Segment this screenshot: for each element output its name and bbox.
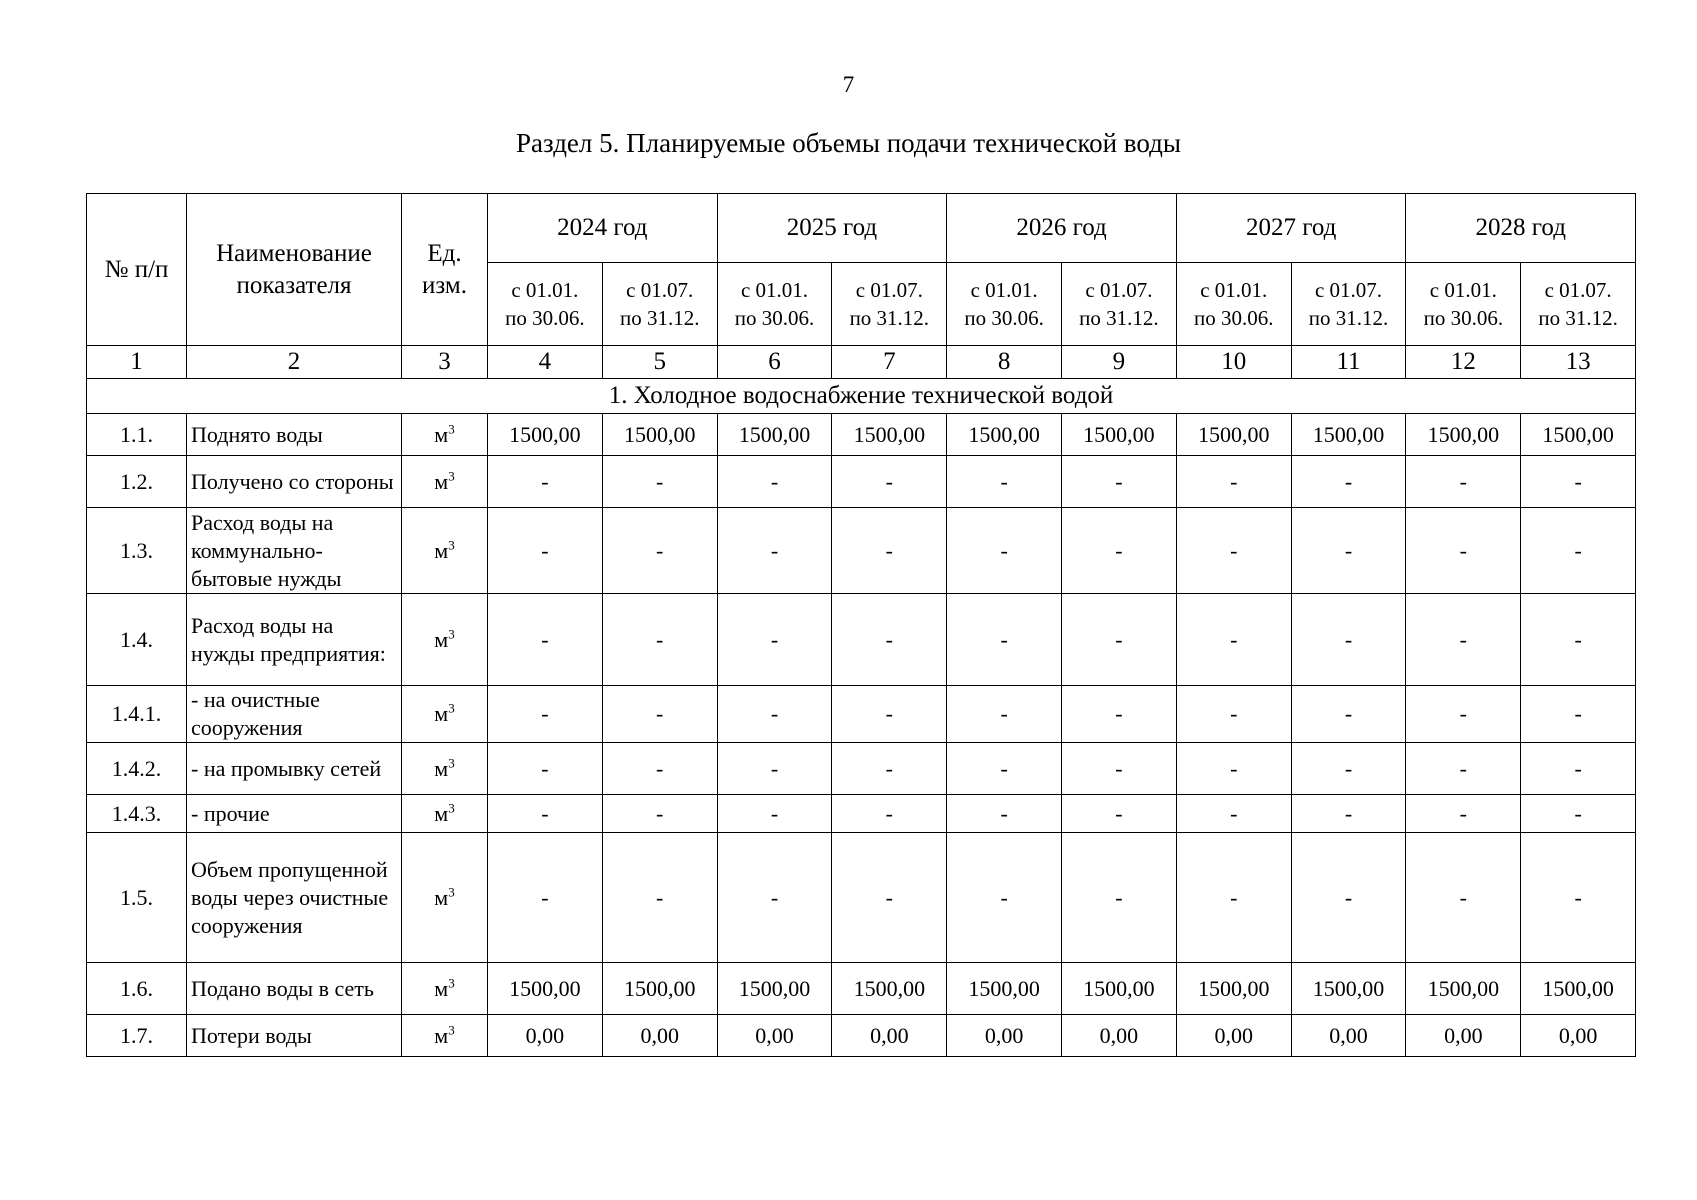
header-period-4 — [832, 263, 947, 346]
value-cell: - — [947, 594, 1062, 686]
value-cell: 1500,00 — [1291, 963, 1406, 1015]
header-year-2026: 2026 год — [947, 194, 1177, 263]
value-cell: 1500,00 — [717, 414, 832, 456]
value-cell: 1500,00 — [832, 963, 947, 1015]
unit-cell — [402, 743, 488, 795]
value-cell: - — [1062, 795, 1177, 833]
header-year-2025: 2025 год — [717, 194, 947, 263]
indicator-name: Поднято воды — [187, 414, 402, 456]
value-cell: - — [1291, 795, 1406, 833]
column-number: 9 — [1062, 346, 1177, 379]
unit-cell — [402, 414, 488, 456]
value-cell: - — [947, 795, 1062, 833]
row-number: 1.4.2. — [87, 743, 187, 795]
header-period-7 — [1176, 263, 1291, 346]
value-cell: - — [1406, 686, 1521, 743]
value-cell: 0,00 — [832, 1015, 947, 1057]
value-cell: - — [1062, 456, 1177, 508]
indicator-name: Расход воды на коммунально-бытовые нужды — [187, 508, 402, 594]
value-cell: - — [1062, 686, 1177, 743]
indicator-name: Расход воды на нужды предприятия: — [187, 594, 402, 686]
column-number: 13 — [1521, 346, 1636, 379]
value-cell: - — [602, 508, 717, 594]
value-cell: - — [1176, 594, 1291, 686]
unit-text: м — [434, 626, 449, 652]
value-cell: 1500,00 — [947, 414, 1062, 456]
value-cell: - — [947, 508, 1062, 594]
value-cell: - — [602, 833, 717, 963]
value-cell: - — [1521, 594, 1636, 686]
indicator-name: Объем пропущенной воды через очистные сооружения — [187, 833, 402, 963]
value-cell: - — [832, 795, 947, 833]
period-start: с 01.01. — [1429, 278, 1497, 302]
value-cell: 0,00 — [1406, 1015, 1521, 1057]
value-cell: - — [488, 456, 603, 508]
value-cell: - — [1062, 508, 1177, 594]
value-cell: - — [1062, 833, 1177, 963]
period-start: с 01.07. — [855, 278, 923, 302]
value-cell: - — [947, 743, 1062, 795]
unit-cell — [402, 594, 488, 686]
unit-exponent: 3 — [448, 1022, 455, 1038]
value-cell: - — [1406, 508, 1521, 594]
unit-text: м — [434, 537, 449, 563]
value-cell: - — [1521, 686, 1636, 743]
value-cell: - — [1176, 686, 1291, 743]
value-cell: - — [1062, 743, 1177, 795]
value-cell: - — [1406, 594, 1521, 686]
unit-exponent: 3 — [448, 800, 455, 816]
row-number: 1.4.1. — [87, 686, 187, 743]
column-number: 6 — [717, 346, 832, 379]
header-name: Наименование показателя — [187, 194, 402, 346]
value-cell: - — [832, 743, 947, 795]
period-start: с 01.07. — [1085, 278, 1153, 302]
value-cell: - — [602, 743, 717, 795]
unit-text: м — [434, 1022, 449, 1048]
row-number: 1.7. — [87, 1015, 187, 1057]
value-cell: - — [488, 743, 603, 795]
period-start: с 01.01. — [970, 278, 1038, 302]
indicator-name: - на очистные сооружения — [187, 686, 402, 743]
table-row — [87, 686, 1636, 743]
value-cell: 0,00 — [717, 1015, 832, 1057]
value-cell: 1500,00 — [1406, 414, 1521, 456]
value-cell: - — [832, 456, 947, 508]
period-start: с 01.07. — [626, 278, 694, 302]
value-cell: - — [1176, 508, 1291, 594]
value-cell: 1500,00 — [1176, 414, 1291, 456]
value-cell: 0,00 — [488, 1015, 603, 1057]
column-number: 3 — [402, 346, 488, 379]
value-cell: - — [832, 594, 947, 686]
table-row — [87, 594, 1636, 686]
value-cell: - — [1062, 594, 1177, 686]
value-cell: - — [1176, 833, 1291, 963]
value-cell: 0,00 — [602, 1015, 717, 1057]
unit-text: м — [434, 884, 449, 910]
value-cell: - — [1176, 743, 1291, 795]
value-cell: - — [1406, 456, 1521, 508]
indicator-name: - на промывку сетей — [187, 743, 402, 795]
unit-exponent: 3 — [448, 537, 455, 553]
value-cell: 0,00 — [1521, 1015, 1636, 1057]
header-row-column-numbers — [87, 346, 1636, 379]
value-cell: - — [602, 795, 717, 833]
page-number: 7 — [842, 72, 855, 97]
value-cell: - — [488, 686, 603, 743]
column-number: 12 — [1406, 346, 1521, 379]
unit-exponent: 3 — [448, 700, 455, 716]
unit-text: м — [434, 800, 449, 826]
period-start: с 01.01. — [511, 278, 579, 302]
column-number: 8 — [947, 346, 1062, 379]
header-period-5 — [947, 263, 1062, 346]
header-num: № п/п — [87, 194, 187, 346]
value-cell: - — [1406, 833, 1521, 963]
column-number: 10 — [1176, 346, 1291, 379]
section-heading-row — [87, 379, 1636, 414]
value-cell: 0,00 — [947, 1015, 1062, 1057]
value-cell: 0,00 — [1291, 1015, 1406, 1057]
header-period-10 — [1521, 263, 1636, 346]
table-row — [87, 508, 1636, 594]
value-cell: - — [1291, 594, 1406, 686]
unit-cell — [402, 963, 488, 1015]
unit-exponent: 3 — [448, 421, 455, 437]
value-cell: - — [1176, 795, 1291, 833]
value-cell: 0,00 — [1176, 1015, 1291, 1057]
period-end: по 31.12. — [1308, 306, 1389, 330]
value-cell: 1500,00 — [832, 414, 947, 456]
unit-exponent: 3 — [448, 468, 455, 484]
period-end: по 31.12. — [1079, 306, 1159, 330]
value-cell: 1500,00 — [1062, 414, 1177, 456]
value-cell: 1500,00 — [717, 963, 832, 1015]
indicator-name: Подано воды в сеть — [187, 963, 402, 1015]
value-cell: - — [602, 686, 717, 743]
table-row — [87, 833, 1636, 963]
unit-exponent: 3 — [448, 755, 455, 771]
value-cell: 0,00 — [1062, 1015, 1177, 1057]
column-number: 4 — [488, 346, 603, 379]
unit-text: м — [434, 701, 449, 726]
indicator-name: Потери воды — [187, 1015, 402, 1057]
period-end: по 30.06. — [734, 306, 815, 330]
header-unit: Ед. изм. — [402, 194, 488, 346]
value-cell: 1500,00 — [602, 963, 717, 1015]
table-row — [87, 414, 1636, 456]
period-end: по 31.12. — [1538, 306, 1618, 330]
column-number: 1 — [87, 346, 187, 379]
value-cell: - — [717, 686, 832, 743]
value-cell: - — [488, 508, 603, 594]
indicator-name: Получено со стороны — [187, 456, 402, 508]
period-end: по 31.12. — [619, 306, 700, 330]
value-cell: - — [1521, 833, 1636, 963]
period-start: с 01.01. — [740, 278, 809, 302]
unit-exponent: 3 — [448, 626, 455, 642]
value-cell: - — [832, 686, 947, 743]
value-cell: 1500,00 — [1176, 963, 1291, 1015]
value-cell: - — [717, 594, 832, 686]
header-period-3 — [717, 263, 832, 346]
value-cell: 1500,00 — [1062, 963, 1177, 1015]
row-number: 1.1. — [87, 414, 187, 456]
period-end: по 30.06. — [505, 306, 585, 330]
value-cell: - — [1521, 743, 1636, 795]
period-end: по 30.06. — [1193, 306, 1274, 330]
row-number: 1.6. — [87, 963, 187, 1015]
value-cell: - — [1291, 456, 1406, 508]
table-row — [87, 456, 1636, 508]
row-number: 1.5. — [87, 833, 187, 963]
value-cell: - — [947, 686, 1062, 743]
value-cell: - — [602, 594, 717, 686]
value-cell: - — [717, 743, 832, 795]
value-cell: 1500,00 — [1521, 963, 1636, 1015]
value-cell: 1500,00 — [1406, 963, 1521, 1015]
value-cell: - — [947, 456, 1062, 508]
table-row — [87, 1015, 1636, 1057]
value-cell: 1500,00 — [947, 963, 1062, 1015]
unit-cell — [402, 833, 488, 963]
value-cell: 1500,00 — [1291, 414, 1406, 456]
table-row — [87, 743, 1636, 795]
row-number: 1.4.3. — [87, 795, 187, 833]
period-start: с 01.01. — [1200, 278, 1268, 302]
indicator-name: - прочие — [187, 795, 402, 833]
table-row — [87, 963, 1636, 1015]
unit-cell — [402, 456, 488, 508]
value-cell: - — [1521, 508, 1636, 594]
column-number: 7 — [832, 346, 947, 379]
value-cell: - — [488, 795, 603, 833]
value-cell: - — [717, 833, 832, 963]
value-cell: - — [832, 508, 947, 594]
section-title: Раздел 5. Планируемые объемы подачи технической воды — [516, 128, 1181, 158]
column-number: 11 — [1291, 346, 1406, 379]
unit-exponent: 3 — [448, 975, 455, 991]
period-start: с 01.07. — [1314, 278, 1383, 302]
header-year-2027: 2027 год — [1176, 194, 1406, 263]
unit-exponent: 3 — [448, 884, 455, 900]
unit-text: м — [434, 755, 449, 781]
period-end: по 31.12. — [849, 306, 930, 330]
value-cell: - — [1521, 456, 1636, 508]
value-cell: 1500,00 — [488, 414, 603, 456]
row-number: 1.3. — [87, 508, 187, 594]
period-end: по 30.06. — [1423, 306, 1504, 330]
row-number: 1.4. — [87, 594, 187, 686]
unit-text: м — [434, 975, 449, 1001]
header-period-6 — [1062, 263, 1177, 346]
unit-cell — [402, 686, 488, 743]
section-heading: 1. Холодное водоснабжение технической водой — [87, 379, 1636, 414]
value-cell: - — [1521, 795, 1636, 833]
header-period-8 — [1291, 263, 1406, 346]
header-year-2028: 2028 год — [1406, 194, 1636, 263]
value-cell: - — [1291, 686, 1406, 743]
value-cell: - — [717, 795, 832, 833]
value-cell: - — [1291, 508, 1406, 594]
value-cell: - — [1406, 795, 1521, 833]
header-year-2024: 2024 год — [488, 194, 718, 263]
header-row-years — [87, 194, 1636, 263]
value-cell: - — [1176, 456, 1291, 508]
unit-text: м — [434, 421, 449, 447]
unit-cell — [402, 508, 488, 594]
header-period-2 — [602, 263, 717, 346]
header-period-9 — [1406, 263, 1521, 346]
value-cell: 1500,00 — [1521, 414, 1636, 456]
value-cell: - — [602, 456, 717, 508]
value-cell: - — [1291, 833, 1406, 963]
value-cell: - — [717, 508, 832, 594]
column-number: 2 — [187, 346, 402, 379]
value-cell: - — [832, 833, 947, 963]
value-cell: - — [488, 833, 603, 963]
period-start: с 01.07. — [1544, 278, 1612, 302]
value-cell: - — [488, 594, 603, 686]
value-cell: - — [947, 833, 1062, 963]
period-end: по 30.06. — [964, 306, 1044, 330]
header-period-1 — [488, 263, 603, 346]
value-cell: 1500,00 — [602, 414, 717, 456]
unit-cell — [402, 1015, 488, 1057]
value-cell: - — [717, 456, 832, 508]
value-cell: 1500,00 — [488, 963, 603, 1015]
water-supply-table — [86, 193, 1636, 1057]
value-cell: - — [1291, 743, 1406, 795]
column-number: 5 — [602, 346, 717, 379]
table-row — [87, 795, 1636, 833]
unit-text: м — [434, 468, 449, 494]
value-cell: - — [1406, 743, 1521, 795]
row-number: 1.2. — [87, 456, 187, 508]
unit-cell — [402, 795, 488, 833]
